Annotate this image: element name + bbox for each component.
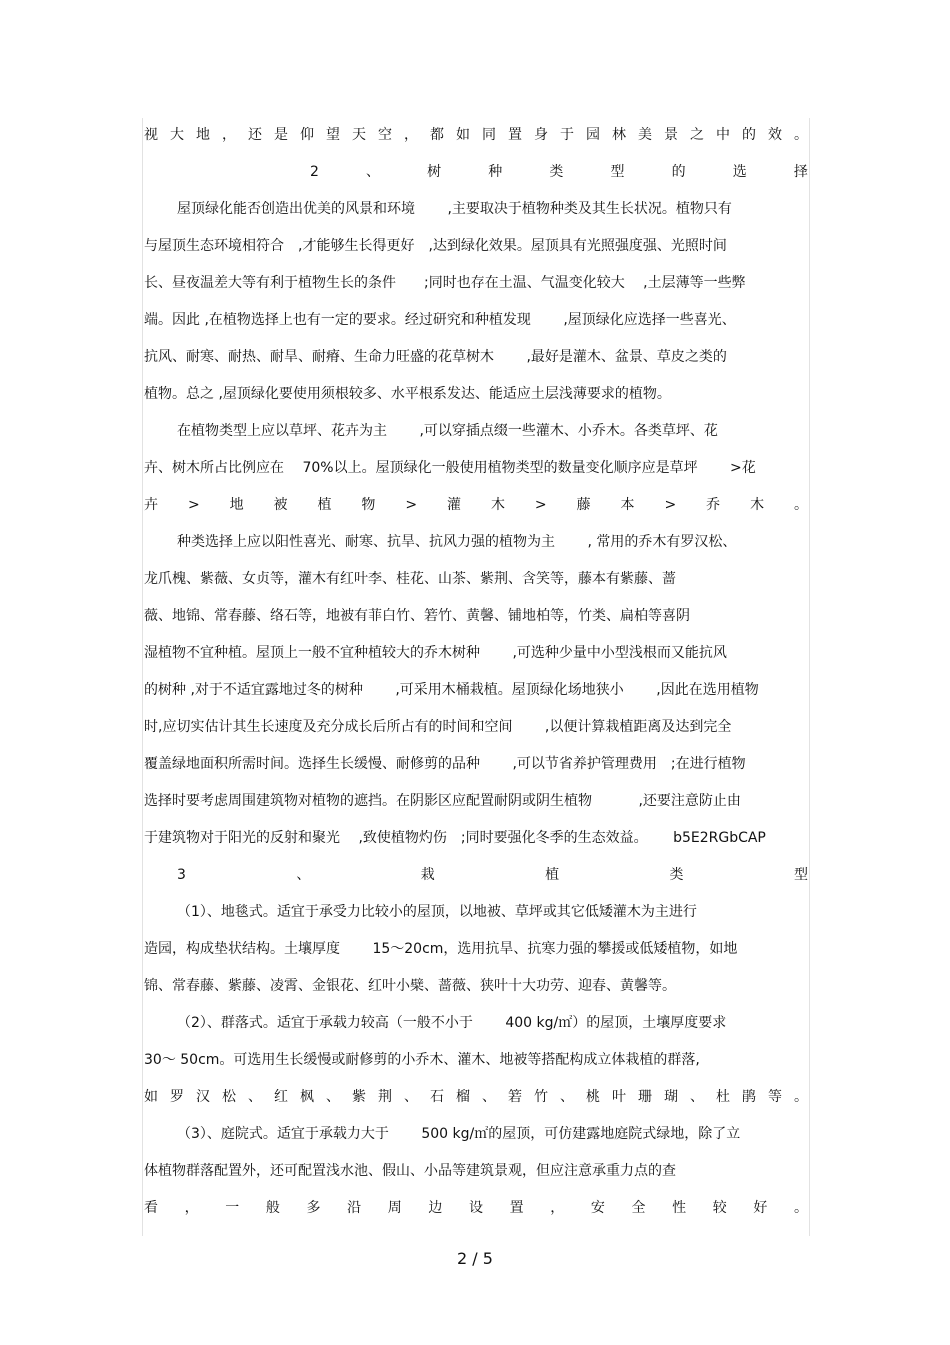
glyph: 还 — [248, 127, 262, 143]
paragraph-4-line: 造园，构成垫状结构。土壤厚度 15～20cm，选用抗旱、抗寒力强的攀援或低矮植物，如地 — [144, 941, 738, 957]
paragraph-5-line — [144, 1087, 808, 1107]
paragraph-4-line: 锦、常春藤、紫藤、凌霄、金银花、红叶小檗、蔷薇、狭叶十大功劳、迎春、黄馨等。 — [144, 978, 676, 994]
paragraph-5-line: （2）、群落式。适宜于承载力较高（一般不小于 400 kg/㎡）的屋顶，土壤厚度要求 — [177, 1015, 727, 1031]
paragraph-6-line: 体植物群落配置外，还可配置浅水池、假山、小品等建筑景观，但应注意承重力点的查 — [144, 1163, 676, 1179]
glyph: 天 — [352, 127, 366, 143]
glyph: 、 — [482, 1089, 496, 1105]
glyph: 木 — [490, 497, 505, 513]
paragraph-3-line: 种类选择上应以阳性喜光、耐寒、抗旱、抗风力强的植物为主 , 常用的乔木有罗汉松、 — [177, 534, 737, 550]
glyph: 的 — [742, 127, 756, 143]
paragraph-3-line: 龙爪槐、紫薇、女贞等，灌木有红叶李、桂花、山茶、紫荆、含笑等，藤本有紫藤、蔷 — [144, 571, 676, 587]
glyph: 型 — [793, 867, 808, 883]
glyph: 、 — [296, 867, 311, 883]
glyph: ， — [550, 1200, 565, 1216]
glyph: 都 — [430, 127, 444, 143]
glyph: 本 — [620, 497, 635, 513]
glyph: 类 — [549, 164, 564, 180]
glyph: 植 — [545, 867, 560, 883]
glyph: 、 — [690, 1089, 704, 1105]
glyph: 置 — [508, 127, 522, 143]
glyph: 沿 — [347, 1200, 362, 1216]
paragraph-5-line: 30～ 50cm。可选用生长缓慢或耐修剪的小乔木、灌木、地被等搭配构成立体栽植的群落, — [144, 1052, 700, 1068]
glyph: > — [405, 497, 418, 513]
page-number: 2 / 5 — [457, 1249, 493, 1268]
paragraph-3-line: 时,应切实估计其生长速度及充分成长后所占有的时间和空间 ,以便计算栽植距离及达到完全 — [144, 719, 732, 735]
glyph: 空 — [378, 127, 392, 143]
glyph: 的 — [671, 164, 686, 180]
glyph: 瑚 — [664, 1089, 678, 1105]
glyph: 被 — [273, 497, 288, 513]
glyph: 般 — [265, 1200, 280, 1216]
paragraph-3-line: 覆盖绿地面积所需时间。选择生长缓慢、耐修剪的品种 ,可以节省养护管理费用 ;在进行植物 — [144, 756, 746, 772]
glyph: 榴 — [456, 1089, 470, 1105]
paragraph-3-line: 湿植物不宜种植。屋顶上一般不宜种植较大的乔木树种 ,可选种少量中小型浅根而又能抗风 — [144, 645, 727, 661]
glyph: ， — [184, 1200, 199, 1216]
glyph: 类 — [669, 867, 684, 883]
glyph: 多 — [306, 1200, 321, 1216]
glyph: ， — [222, 127, 236, 143]
paragraph-3-line: 薇、地锦、常春藤、络石等，地被有菲白竹、箬竹、黄馨、铺地柏等，竹类、扁柏等喜阴 — [144, 608, 690, 624]
glyph: 鹃 — [742, 1089, 756, 1105]
glyph: 如 — [456, 127, 470, 143]
glyph: 性 — [672, 1200, 687, 1216]
glyph: 于 — [560, 127, 574, 143]
paragraph-6-line: （3）、庭院式。适宜于承载力大于 500 kg/㎡的屋顶，可仿建露地庭院式绿地，除了立 — [177, 1126, 741, 1142]
glyph: 选 — [732, 164, 747, 180]
glyph: 物 — [361, 497, 376, 513]
glyph: 是 — [274, 127, 288, 143]
paragraph-6-line — [144, 1198, 808, 1218]
glyph: 一 — [225, 1200, 240, 1216]
glyph: 择 — [793, 164, 808, 180]
glyph: 紫 — [352, 1089, 366, 1105]
paragraph-2-line: 在植物类型上应以草坪、花卉为主 ,可以穿插点缀一些灌木、小乔木。各类草坪、花 — [177, 423, 718, 439]
section-heading-2 — [310, 162, 808, 182]
glyph: 等 — [768, 1089, 782, 1105]
paragraph-1-line: 与屋顶生态环境相符合 ,才能够生长得更好 ,达到绿化效果。屋顶具有光照强度强、光照时间 — [144, 238, 727, 254]
glyph: 中 — [716, 127, 730, 143]
glyph: 如 — [144, 1089, 158, 1105]
glyph: 安 — [590, 1200, 605, 1216]
glyph: 、 — [248, 1089, 262, 1105]
paragraph-3-line: 于建筑物对于阳光的反射和聚光 ,致使植物灼伤 ;同时要强化冬季的生态效益。 b5E2RGbCAP — [144, 830, 766, 846]
paragraph-2-line — [144, 495, 808, 515]
paragraph-2-line: 卉、树木所占比例应在 70%以上。屋顶绿化一般使用植物类型的数量变化顺序应是草坪 >花 — [144, 460, 756, 476]
glyph: 乔 — [706, 497, 721, 513]
glyph: 好 — [753, 1200, 768, 1216]
glyph: 木 — [750, 497, 765, 513]
glyph: 竹 — [534, 1089, 548, 1105]
glyph: 叶 — [612, 1089, 626, 1105]
paragraph-1-line: 植物。总之 ,屋顶绿化要使用须根较多、水平根系发达、能适应土层浅薄要求的植物。 — [144, 386, 671, 402]
glyph: 树 — [427, 164, 442, 180]
glyph: 置 — [509, 1200, 524, 1216]
glyph: 地 — [229, 497, 244, 513]
glyph: 全 — [631, 1200, 646, 1216]
section-heading-3 — [177, 865, 808, 885]
glyph: 之 — [690, 127, 704, 143]
glyph: 看 — [144, 1200, 158, 1216]
glyph: 大 — [170, 127, 184, 143]
glyph: 石 — [430, 1089, 444, 1105]
glyph: 荆 — [378, 1089, 392, 1105]
glyph: 卉 — [144, 497, 158, 513]
glyph: 灌 — [447, 497, 462, 513]
glyph: 枫 — [300, 1089, 314, 1105]
paragraph-3-line: 的树种 ,对于不适宜露地过冬的树种 ,可采用木桶栽植。屋顶绿化场地狭小 ,因此在选用植物 — [144, 682, 759, 698]
paragraph-3-line: 选择时要考虑周围建筑物对植物的遮挡。在阴影区应配置耐阴或阴生植物 ,还要注意防止由 — [144, 793, 741, 809]
glyph: 杜 — [716, 1089, 730, 1105]
glyph: 植 — [317, 497, 332, 513]
glyph: 林 — [612, 127, 626, 143]
glyph: 设 — [469, 1200, 483, 1216]
glyph: 藤 — [576, 497, 591, 513]
glyph: 型 — [610, 164, 625, 180]
glyph: 较 — [712, 1200, 727, 1216]
text-line — [144, 125, 808, 145]
paragraph-4-line: （1）、地毯式。适宜于承受力比较小的屋顶，以地被、草坪或其它低矮灌木为主进行 — [177, 904, 697, 920]
glyph: 、 — [560, 1089, 574, 1105]
glyph: 地 — [196, 127, 210, 143]
glyph: 效 — [768, 127, 782, 143]
glyph: 。 — [794, 497, 808, 513]
glyph: 。 — [794, 1200, 808, 1216]
glyph: 景 — [664, 127, 678, 143]
glyph: 身 — [534, 127, 548, 143]
glyph: 。 — [794, 127, 808, 143]
glyph: 箬 — [508, 1089, 522, 1105]
glyph: 罗 — [170, 1089, 184, 1105]
glyph: 边 — [428, 1200, 443, 1216]
glyph: 珊 — [638, 1089, 652, 1105]
paragraph-1-line: 端。因此 ,在植物选择上也有一定的要求。经过研究和种植发现 ,屋顶绿化应选择一些喜光、 — [144, 312, 736, 328]
glyph: 仰 — [300, 127, 314, 143]
glyph: 、 — [326, 1089, 340, 1105]
glyph: 美 — [638, 127, 652, 143]
glyph: 。 — [794, 1089, 808, 1105]
glyph: 园 — [586, 127, 600, 143]
glyph: 2 — [310, 164, 319, 180]
glyph: > — [187, 497, 200, 513]
glyph: 望 — [326, 127, 340, 143]
glyph: 种 — [488, 164, 503, 180]
glyph: 栽 — [420, 867, 435, 883]
glyph: 桃 — [586, 1089, 600, 1105]
glyph: 3 — [177, 867, 186, 883]
glyph: 、 — [366, 164, 381, 180]
glyph: 、 — [404, 1089, 418, 1105]
glyph: 红 — [274, 1089, 288, 1105]
paragraph-1-line: 长、昼夜温差大等有利于植物生长的条件 ;同时也存在土温、气温变化较大 ,土层薄等一些弊 — [144, 275, 746, 291]
paragraph-1-line: 抗风、耐寒、耐热、耐旱、耐瘠、生命力旺盛的花草树木 ,最好是灌木、盆景、草皮之类的 — [144, 349, 727, 365]
glyph: 汉 — [196, 1089, 210, 1105]
glyph: 松 — [222, 1089, 236, 1105]
glyph: > — [534, 497, 547, 513]
glyph: 周 — [387, 1200, 402, 1216]
glyph: ， — [404, 127, 418, 143]
glyph: 视 — [144, 127, 158, 143]
glyph: > — [664, 497, 677, 513]
glyph: 同 — [482, 127, 496, 143]
paragraph-1-line: 屋顶绿化能否创造出优美的风景和环境 ,主要取决于植物种类及其生长状况。植物只有 — [177, 201, 732, 217]
